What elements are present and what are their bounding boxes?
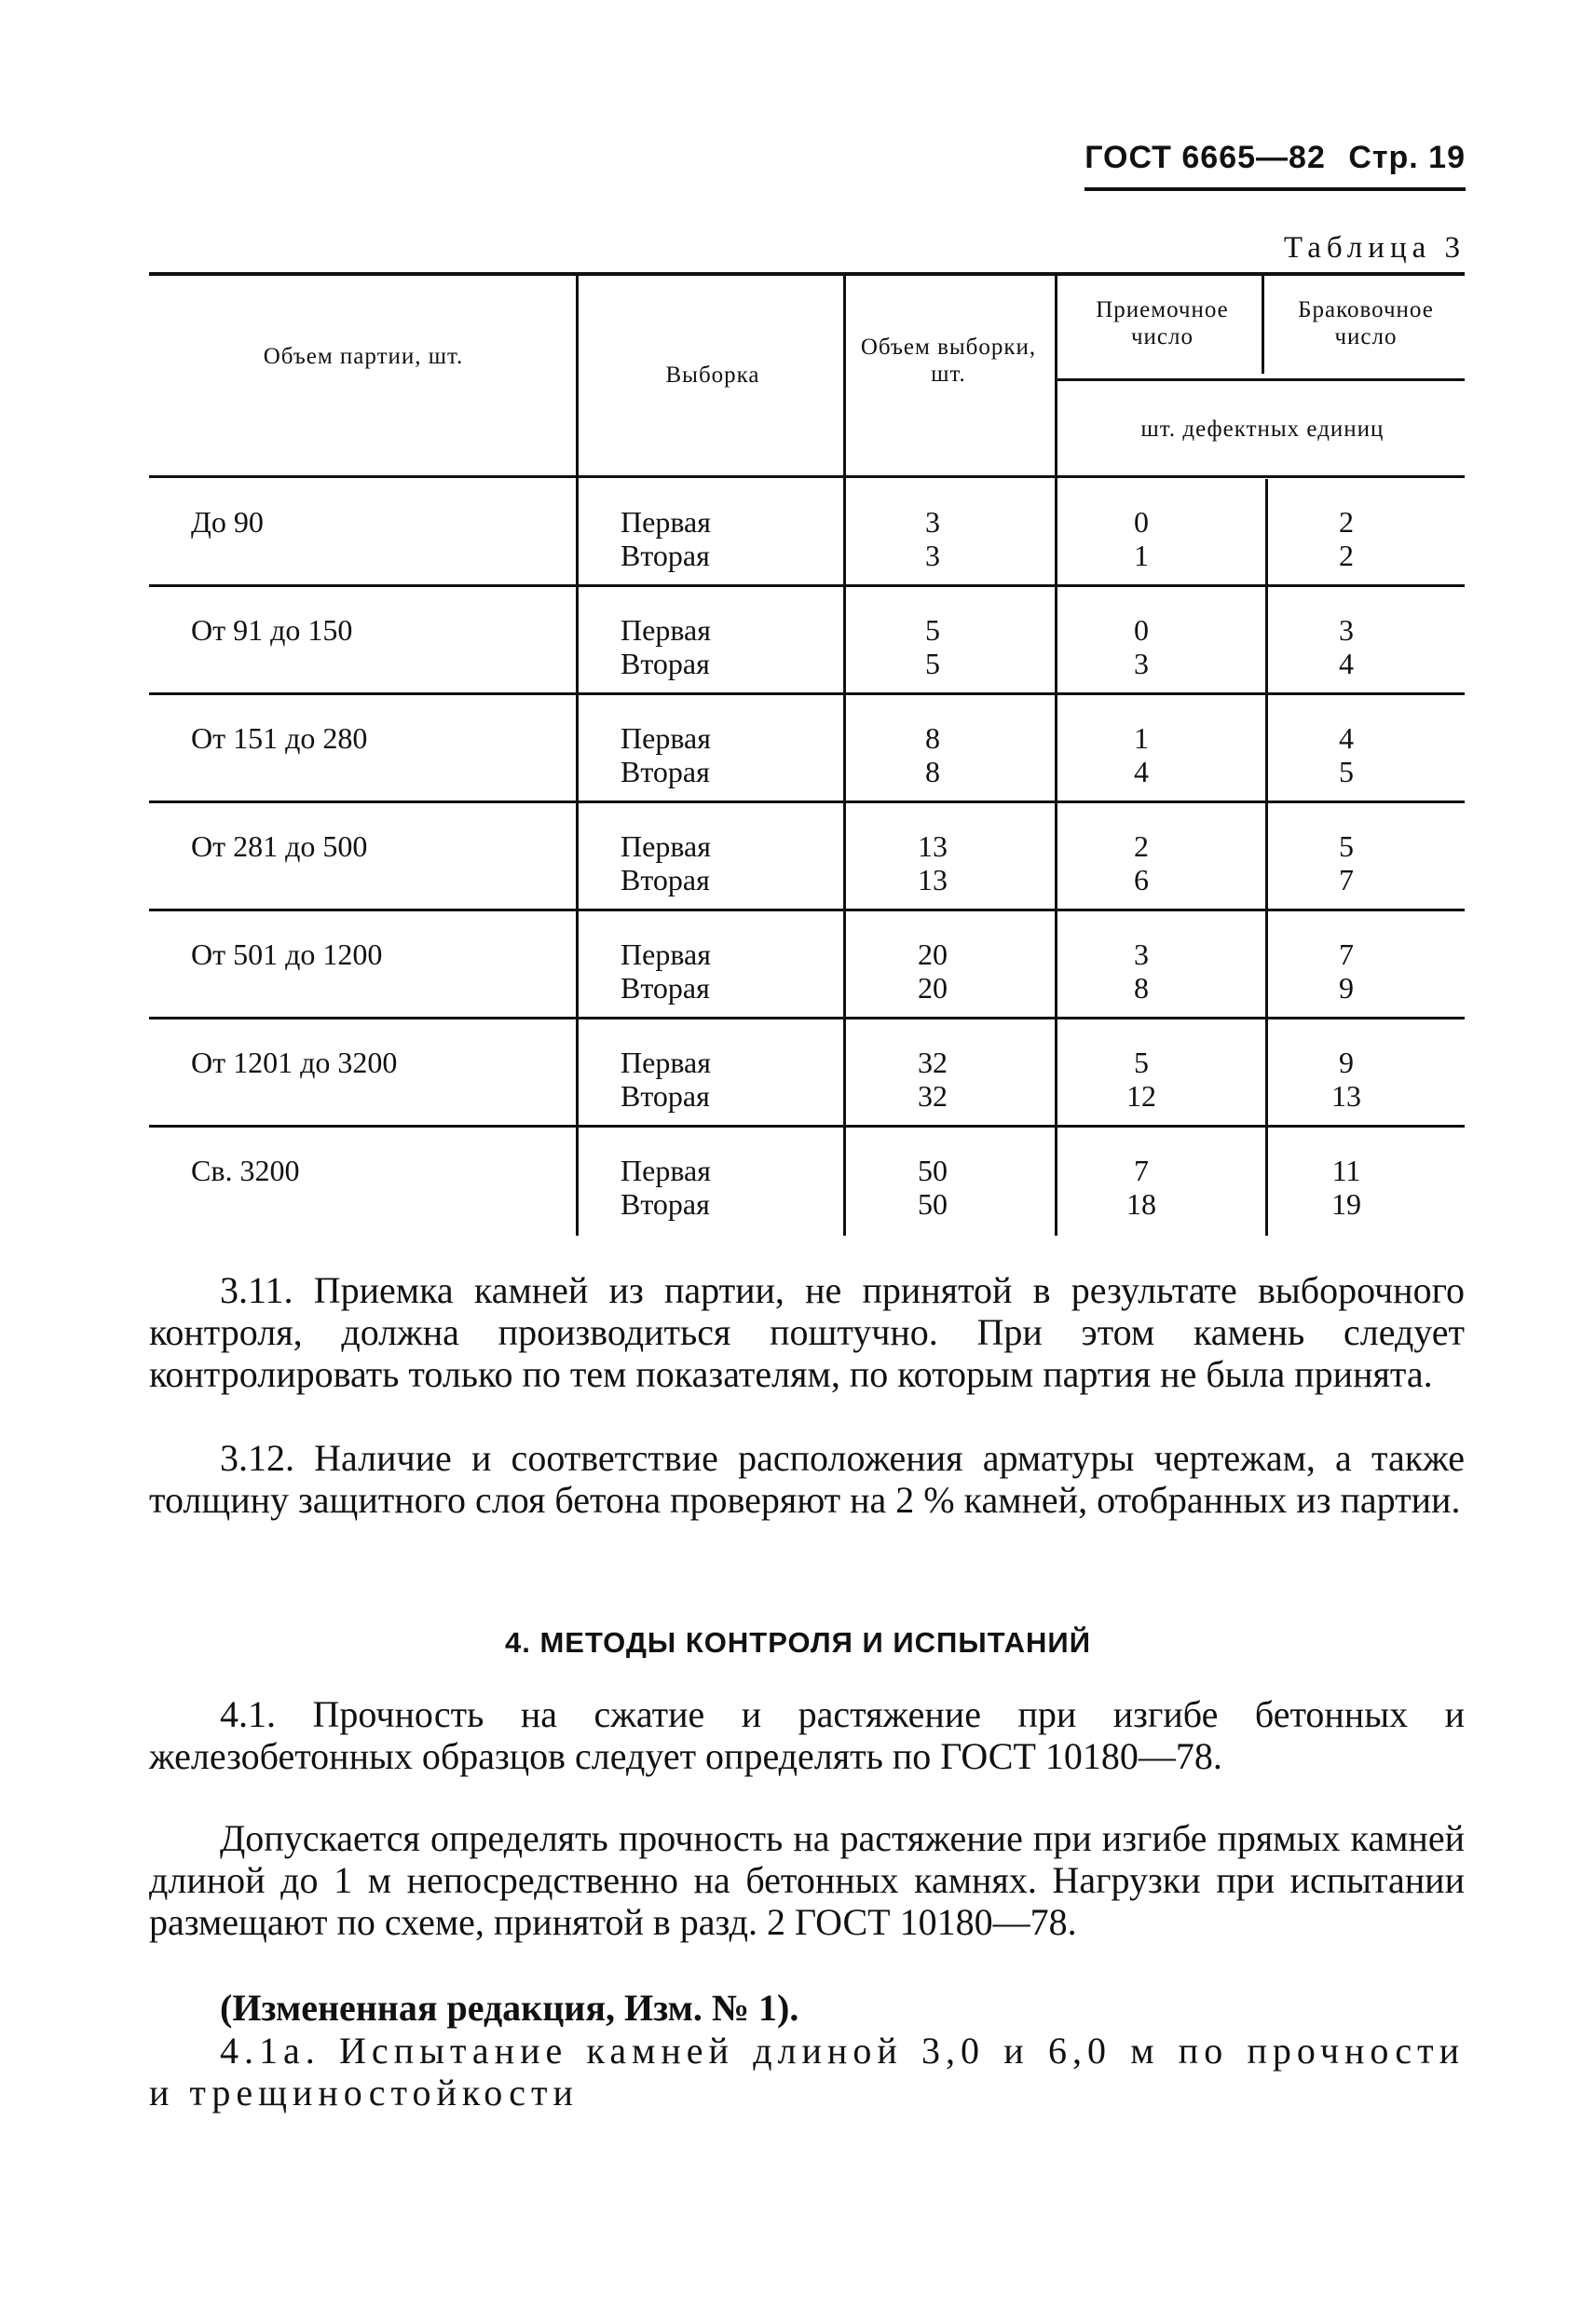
sample-first: Первая [621, 721, 711, 755]
column-divider [1265, 1128, 1268, 1236]
column-divider [1265, 479, 1268, 587]
sample-second: Вторая [621, 539, 710, 572]
col-acceptance: Приемочное число [1096, 297, 1229, 349]
table-row [149, 479, 1465, 587]
column-divider [843, 803, 846, 911]
sample-second: Вторая [621, 755, 710, 788]
paragraph-4-1: 4.1. Прочность на сжатие и растяжение при изгибе бетонных и железобетонных образцов следует определять по ГОСТ 10180—78. [149, 1693, 1465, 1777]
column-divider [1265, 587, 1268, 695]
column-divider [843, 587, 846, 695]
column-divider [576, 587, 579, 695]
column-divider [576, 695, 579, 803]
column-divider [1265, 911, 1268, 1019]
header-divider [1055, 276, 1057, 479]
column-divider [576, 803, 579, 911]
rejection-second: 5 [1339, 755, 1354, 788]
acceptance-first: 1 [1134, 721, 1149, 755]
acceptance-first: 7 [1134, 1154, 1149, 1187]
acceptance-first: 2 [1134, 829, 1149, 863]
header-subrule [1055, 378, 1465, 381]
header-divider [1262, 276, 1264, 374]
column-divider [843, 1128, 846, 1236]
sample-volume-first: 5 [925, 613, 940, 647]
col-sample-volume: Объем выборки, шт. [860, 335, 1037, 387]
page-number: Стр. 19 [1348, 140, 1466, 175]
column-divider [1265, 803, 1268, 911]
rejection-first: 3 [1339, 613, 1354, 647]
sample-first: Первая [621, 1046, 711, 1079]
rejection-first: 4 [1339, 721, 1354, 755]
sample-first: Первая [621, 613, 711, 647]
sample-second: Вторая [621, 1187, 710, 1221]
acceptance-first: 0 [1134, 613, 1149, 647]
sample-volume-first: 50 [918, 1154, 948, 1187]
table-row [149, 695, 1465, 803]
rejection-first: 11 [1331, 1154, 1361, 1187]
sample-first: Первая [621, 937, 711, 971]
lot-range: От 501 до 1200 [191, 937, 383, 971]
column-divider [843, 479, 846, 587]
sample-volume-second: 32 [918, 1079, 948, 1113]
table-row [149, 911, 1465, 1019]
paragraph-4-1-b: Допускается определять прочность на растяжение при изгибе прямых камней длиной до 1 м непосредственно на бетонных камнях. Нагрузки при испытании размещают по схеме, принятой в разд. 2 ГОСТ 10180—78. [149, 1817, 1465, 1943]
acceptance-first: 3 [1134, 937, 1149, 971]
header-divider [576, 276, 579, 479]
amendment-note: (Измененная редакция, Изм. № 1). [220, 1987, 799, 2029]
lot-range: До 90 [191, 505, 264, 539]
column-divider [1055, 911, 1057, 1019]
acceptance-second: 12 [1126, 1079, 1156, 1113]
column-divider [843, 911, 846, 1019]
sample-volume-first: 3 [925, 505, 940, 539]
table-header [149, 276, 1465, 479]
paragraph-3-12: 3.12. Наличие и соответствие расположения арматуры чертежам, а также толщину защитного слоя бетона проверяют на 2 % камней, отобранных из партии. [149, 1437, 1465, 1521]
sample-first: Первая [621, 829, 711, 863]
acceptance-second: 6 [1134, 863, 1149, 896]
sample-volume-second: 20 [918, 971, 948, 1005]
col-rejection: Браковочное число [1298, 297, 1434, 349]
rejection-second: 19 [1331, 1187, 1361, 1221]
header-bottom-rule [149, 475, 1465, 478]
lot-range: Св. 3200 [191, 1154, 300, 1187]
table-row [149, 1019, 1465, 1128]
rejection-second: 4 [1339, 647, 1354, 680]
column-divider [843, 1019, 846, 1128]
column-divider [576, 911, 579, 1019]
col-units: шт. дефектных единиц [1140, 417, 1385, 442]
lot-range: От 91 до 150 [191, 613, 353, 647]
sample-first: Первая [621, 505, 711, 539]
rejection-first: 2 [1339, 505, 1354, 539]
col-lot-volume: Объем партии, шт. [263, 344, 464, 369]
table-row [149, 803, 1465, 911]
column-divider [576, 1019, 579, 1128]
table-caption: Таблица 3 [1283, 231, 1466, 265]
sample-second: Вторая [621, 1079, 710, 1113]
acceptance-second: 1 [1134, 539, 1149, 572]
column-divider [1055, 1019, 1057, 1128]
paragraph-3-11: 3.11. Приемка камней из партии, не принятой в результате выборочного контроля, должна производиться поштучно. При этом камень следует контролировать только по тем показателям, по которым партия не была принята. [149, 1269, 1465, 1395]
acceptance-second: 4 [1134, 755, 1149, 788]
rejection-second: 2 [1339, 539, 1354, 572]
rejection-first: 5 [1339, 829, 1354, 863]
sample-volume-first: 8 [925, 721, 940, 755]
sample-volume-second: 5 [925, 647, 940, 680]
column-divider [1265, 695, 1268, 803]
column-divider [1055, 479, 1057, 587]
column-divider [1055, 1128, 1057, 1236]
column-divider [1265, 1019, 1268, 1128]
rejection-second: 9 [1339, 971, 1354, 1005]
acceptance-first: 5 [1134, 1046, 1149, 1079]
page-header [1084, 140, 1466, 191]
sample-volume-second: 50 [918, 1187, 948, 1221]
paragraph-4-1a: 4.1а. Испытание камней длиной 3,0 и 6,0 м по прочности и трещиностойкости [149, 2030, 1465, 2114]
table-row [149, 1128, 1465, 1236]
section-title: 4. МЕТОДЫ КОНТРОЛЯ И ИСПЫТАНИЙ [504, 1626, 1091, 1659]
acceptance-second: 8 [1134, 971, 1149, 1005]
col-sample: Выборка [665, 363, 760, 388]
column-divider [1055, 695, 1057, 803]
acceptance-first: 0 [1134, 505, 1149, 539]
sample-volume-first: 20 [918, 937, 948, 971]
column-divider [576, 479, 579, 587]
doc-number: ГОСТ 6665—82 [1084, 140, 1326, 175]
sample-volume-first: 13 [918, 829, 948, 863]
rejection-second: 7 [1339, 863, 1354, 896]
rejection-first: 9 [1339, 1046, 1354, 1079]
sample-volume-second: 13 [918, 863, 948, 896]
sample-second: Вторая [621, 647, 710, 680]
acceptance-second: 18 [1126, 1187, 1156, 1221]
lot-range: От 151 до 280 [191, 721, 368, 755]
rejection-first: 7 [1339, 937, 1354, 971]
sample-second: Вторая [621, 971, 710, 1005]
column-divider [843, 695, 846, 803]
column-divider [1055, 587, 1057, 695]
lot-range: От 1201 до 3200 [191, 1046, 398, 1079]
sample-first: Первая [621, 1154, 711, 1187]
table-row [149, 587, 1465, 695]
lot-range: От 281 до 500 [191, 829, 368, 863]
acceptance-second: 3 [1134, 647, 1149, 680]
rejection-second: 13 [1331, 1079, 1361, 1113]
sample-volume-second: 8 [925, 755, 940, 788]
header-divider [843, 276, 846, 479]
column-divider [576, 1128, 579, 1236]
sample-volume-second: 3 [925, 539, 940, 572]
sample-second: Вторая [621, 863, 710, 896]
sample-volume-first: 32 [918, 1046, 948, 1079]
column-divider [1055, 803, 1057, 911]
